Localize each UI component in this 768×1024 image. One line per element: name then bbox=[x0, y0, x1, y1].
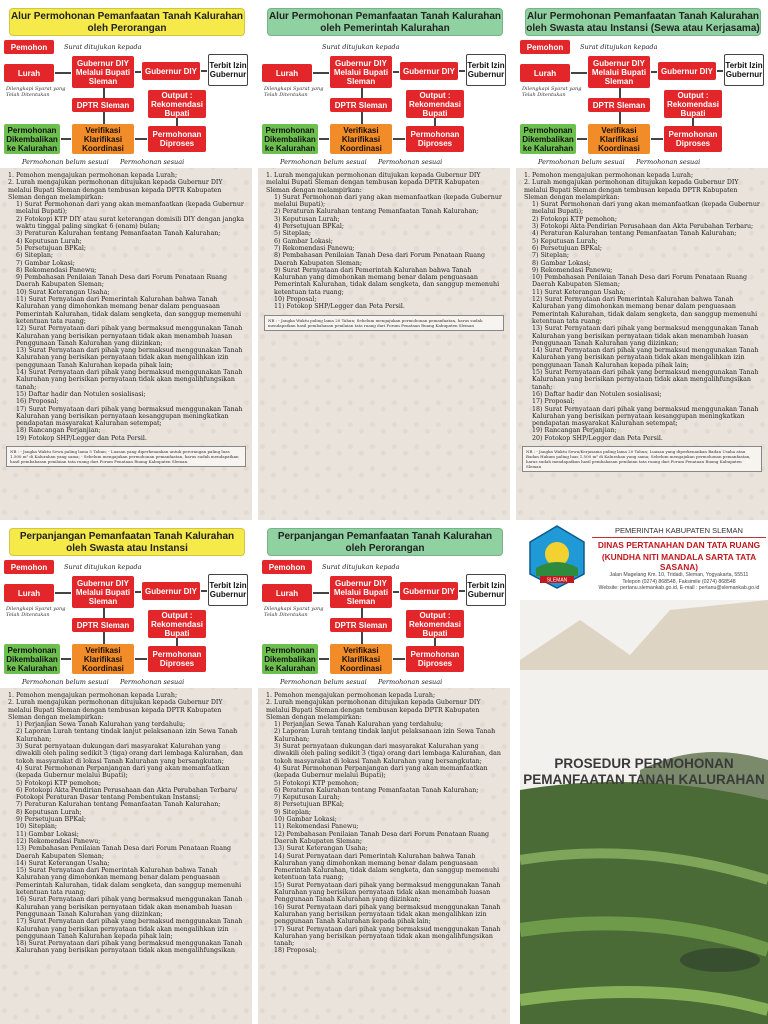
requirement-item: 20) Fotokop SHP/Legger dan Peta Persil. bbox=[532, 434, 663, 442]
panel-title: Perpanjangan Pemanfaatan Tanah Kalurahan oleh Perorangan bbox=[267, 528, 503, 556]
requirement-item: 1) Perjanjian Sewa Tanah Kalurahan yang terdahulu; bbox=[274, 721, 444, 729]
procedure-panel bbox=[258, 0, 510, 520]
flow-arrow bbox=[692, 118, 694, 126]
requirement-item: 9) Surat Pernyataan dari Pemerintah Kalurahan bahwa Tanah Kalurahan yang dimohonkan memang benar dalam penguasaan Pemerintah Kalurahan, tidak dalam sengketa, dan sanggup memenuhi ketentuan tata ruang; bbox=[274, 266, 500, 296]
requirement-item: 17) Proposal; bbox=[532, 398, 575, 406]
requirement-item: 16) Daftar hadir dan Notulen sosialisasi; bbox=[532, 390, 662, 398]
requirement-item: 1. Lurah mengajukan permohonan ditujukan kepada Gubernur DIY melalui Bupati Sleman dengan tembusan kepada DPTR Kabupaten Sleman dengan melampirkan: bbox=[266, 172, 481, 194]
requirement-item: 12) Surat Pernyataan dari pihak yang bermaksud menggunakan Tanah Kalurahan yang berisikan pernyataan tidak akan menambah luasan Penggunaan Tanah Kalurahan yang diizinkan; bbox=[16, 325, 243, 347]
sesuai-caption: Permohonan sesuai bbox=[378, 678, 443, 686]
requirement-item: 5) Fotokopi KTP pemohon; bbox=[16, 779, 101, 787]
panel-title: Alur Permohonan Pemanfaatan Tanah Kalurahan oleh Pemerintah Kalurahan bbox=[267, 8, 503, 36]
requirement-item: 10) Surat Keterangan Usaha; bbox=[16, 288, 110, 296]
sesuai-caption: Permohonan sesuai bbox=[120, 678, 185, 686]
flow-arrow bbox=[103, 112, 105, 124]
belum-sesuai-caption: Permohonan belum sesuai bbox=[280, 678, 367, 686]
flow-arrow bbox=[361, 632, 363, 644]
flow-arrow bbox=[201, 590, 207, 592]
flow-arrow bbox=[434, 638, 436, 646]
procedure-panel bbox=[258, 520, 510, 1024]
requirement-item: 12) Pembahasan Penilaian Tanah Desa dari Forum Penataan Ruang Daerah Kabupaten Sleman; bbox=[274, 830, 490, 845]
requirement-item: 14) Surat Pernyataan dari pihak yang bermaksud menggunakan Tanah Kalurahan yang berisikan pernyataan tidak akan mengalihfungsikan tanah; bbox=[16, 369, 243, 391]
requirement-item: 3) Peraturan Kalurahan tentang Pemanfaatan Tanah Kalurahan; bbox=[16, 230, 221, 238]
belum-sesuai-caption: Permohonan belum sesuai bbox=[22, 678, 109, 686]
requirement-item: 15) Surat Pernyataan dari pihak yang bermaksud menggunakan Tanah Kalurahan yang berisikan pernyataan tidak akan mengalihfungsikan tanah; bbox=[532, 369, 759, 391]
flow-arrow bbox=[717, 70, 723, 72]
flow-arrow bbox=[135, 658, 147, 660]
diproses-box: Permohonan Diproses bbox=[148, 646, 206, 672]
requirement-item: 10) Proposal; bbox=[274, 296, 317, 304]
requirement-item: 17) Surat Pernyataan dari pihak yang bermaksud menggunakan Tanah Kalurahan yang berisikan pernyataan tidak akan mengalihkan izin penggunaan Tanah Kalurahan kepada pihak lain; bbox=[16, 918, 243, 940]
output-box: Output : Rekomendasi Bupati bbox=[148, 90, 206, 118]
logo-text: SLEMAN bbox=[546, 577, 568, 584]
requirement-item: 4) Keputusan Lurah; bbox=[16, 237, 82, 245]
panel-title: Alur Permohonan Pemanfaatan Tanah Kalurahan oleh Swasta atau Instansi (Sewa atau Kerjasama) bbox=[525, 8, 761, 36]
requirement-item: 19) Fotokop SHP/Legger dan Peta Persil. bbox=[16, 434, 147, 442]
verifikasi-box: Verifikasi Klarifikasi Koordinasi bbox=[72, 124, 134, 154]
lurah-box: Lurah bbox=[262, 64, 312, 82]
flow-arrow bbox=[619, 88, 621, 98]
belum-sesuai-caption: Permohonan belum sesuai bbox=[22, 158, 109, 166]
requirement-item: 9) Rekomendasi Panewu; bbox=[532, 266, 613, 274]
output-box: Output : Rekomendasi Bupati bbox=[406, 90, 464, 118]
requirement-item: 1. Pemohon mengajukan permohonan kepada Lurah; bbox=[266, 692, 436, 699]
requirement-item: 15) Surat Pernyataan dari pihak yang bermaksud menggunakan Tanah Kalurahan yang berisikan pernyataan tidak akan menambah luasan Penggunaan Tanah Kalurahan yang diizinkan; bbox=[274, 881, 501, 904]
flow-arrow bbox=[651, 71, 657, 73]
flow-arrow bbox=[176, 118, 178, 126]
requirement-item: 10) Pembahasan Penilaian Tanah Desa dari Forum Penataan Ruang Daerah Kabupaten Sleman; bbox=[532, 274, 748, 289]
requirement-item: 6) Peraturan Kalurahan tentang Pemanfaatan Tanah Kalurahan; bbox=[274, 786, 479, 794]
requirement-item: 15) Surat Pernyataan dari Pemerintah Kalurahan bahwa Tanah Kalurahan yang dimohonkan memang benar dalam penguasaan Pemerintah Kalurahan, tidak dalam sengketa, dan sanggup memenuhi ketentuan tata ruang; bbox=[16, 867, 242, 897]
requirement-item: 2) Laporan Lurah tentang tindak lanjut pelaksanaan izin Sewa Tanah Kalurahan; bbox=[16, 728, 238, 743]
requirement-item: 8) Gambar Lokasi; bbox=[532, 259, 591, 267]
flow-arrow bbox=[434, 118, 436, 126]
requirement-item: 9) Pembahasan Penilaian Tanah Desa dari Forum Penataan Ruang Daerah Kabupaten Sleman; bbox=[16, 274, 228, 289]
requirement-item: 2) Fotokopi KTP pemohon; bbox=[532, 215, 617, 223]
nb-note: NB : - Jangka Waktu Sewa paling lama 5 Tahun; - Luasan yang diperkenankan untuk perorangan paling luas 1.500 m² di Kalurahan yang sama; - Sebelum mengajukan permohonan pemanfaatan, harus sudah mendapatkan hasil pembahasan penilaian tata ruang dari Forum Penataan Ruang Kabupaten Sleman. bbox=[6, 446, 246, 467]
flow-diagram bbox=[258, 520, 510, 688]
panel-title: Alur Permohonan Pemanfaatan Tanah Kalurahan oleh Perorangan bbox=[9, 8, 245, 36]
flow-arrow bbox=[651, 138, 663, 140]
terbit-izin-box: Terbit Izin Gubernur bbox=[208, 54, 248, 86]
surat-caption: Surat ditujukan kepada bbox=[322, 43, 400, 51]
requirements-list bbox=[258, 168, 510, 311]
requirement-item: 12) Surat Pernyataan dari Pemerintah Kalurahan bahwa Tanah Kalurahan yang dimohonkan memang benar dalam penguasaan Pemerintah Kalurahan, tidak dalam sengketa, dan sanggup memenuhi ketentuan tata ruang; bbox=[532, 296, 758, 325]
requirement-item: 13) Pembahasan Penilaian Tanah Desa dari Forum Penataan Ruang Daerah Kabupaten Sleman; bbox=[16, 845, 232, 860]
gubernur-bupati-box: Gubernur DIY Melalui Bupati Sleman bbox=[72, 56, 134, 88]
requirement-item: 16) Surat Pernyataan dari pihak yang bermaksud menggunakan Tanah Kalurahan yang berisikan pernyataan tidak akan menambah luasan Penggunaan Tanah Kalurahan yang diizinkan; bbox=[16, 896, 243, 918]
output-box: Output : Rekomendasi Bupati bbox=[148, 610, 206, 638]
flow-diagram bbox=[0, 0, 252, 168]
requirement-item: 1) Surat Permohonan dari yang akan memanfaatkan (kepada Gubernur melalui Bupati); bbox=[532, 201, 760, 216]
flow-arrow bbox=[103, 88, 105, 98]
requirement-item: 4) Surat Permohonan Perpanjangan dari yang akan memanfaatkan (kepada Gubernur melalui Bupati); bbox=[274, 764, 488, 780]
requirement-item: 7) Siteplan; bbox=[532, 252, 570, 260]
requirement-item: 5) Keputusan Lurah; bbox=[532, 237, 598, 245]
surat-caption: Surat ditujukan kepada bbox=[64, 43, 142, 51]
requirement-item: 13) Surat Keterangan Usaha; bbox=[274, 845, 368, 853]
flow-arrow bbox=[577, 138, 587, 140]
requirement-item: 7) Rekomendasi Panewu; bbox=[274, 244, 355, 252]
flow-arrow bbox=[55, 592, 71, 594]
requirements-items bbox=[266, 692, 504, 955]
requirement-item: 10) Gambar Lokasi; bbox=[274, 816, 337, 824]
requirement-item: 9) Persetujuan BPKal; bbox=[16, 816, 86, 824]
requirements-items bbox=[8, 172, 246, 442]
requirement-item: 3) Surat pernyataan dukungan dari masyarakat Kalurahan yang diwakili oleh paling sedikit 3 (tiga) orang dari lembaga Kalurahan, dan tokoh masyarakat di lokasi Tanah Kalurahan yang bersangkutan; bbox=[274, 743, 501, 765]
diproses-box: Permohonan Diproses bbox=[406, 126, 464, 152]
requirement-item: 6) Siteplan; bbox=[16, 252, 54, 260]
verifikasi-box: Verifikasi Klarifikasi Koordinasi bbox=[330, 124, 392, 154]
requirement-item: 4) Peraturan Kalurahan tentang Pemanfaatan Tanah Kalurahan; bbox=[532, 230, 737, 238]
pemohon-box: Pemohon bbox=[262, 560, 312, 574]
flow-arrow bbox=[361, 112, 363, 124]
dilengkapi-note: Dilengkapi Syarat yang Telah Ditentukan bbox=[522, 86, 582, 98]
requirements-list bbox=[0, 168, 252, 442]
dptr-box: DPTR Sleman bbox=[330, 98, 392, 112]
flow-arrow bbox=[61, 138, 71, 140]
dinas-subname: (KUNDHA NITI MANDALA SARTA TATA SASANA) bbox=[601, 552, 757, 572]
flow-arrow bbox=[176, 638, 178, 646]
terbit-izin-box: Terbit Izin Gubernur bbox=[208, 574, 248, 606]
requirement-item: 6) Gambar Lokasi; bbox=[274, 237, 333, 245]
diproses-box: Permohonan Diproses bbox=[148, 126, 206, 152]
verifikasi-box: Verifikasi Klarifikasi Koordinasi bbox=[588, 124, 650, 154]
requirement-item: 18) Surat Pernyataan dari pihak yang bermaksud menggunakan Tanah Kalurahan yang berisikan pernyataan kesanggupan meningkatkan pendapatan masyarakat Kalurahan setempat; bbox=[532, 405, 759, 428]
output-box: Output : Rekomendasi Bupati bbox=[406, 610, 464, 638]
requirement-item: 1) Perjanjian Sewa Tanah Kalurahan yang terdahulu; bbox=[16, 721, 186, 729]
requirements-items bbox=[266, 172, 504, 311]
flow-arrow bbox=[393, 658, 405, 660]
requirement-item: 11) Fotokop SHP/Legger dan Peta Persil. bbox=[274, 303, 405, 311]
flow-arrow bbox=[393, 71, 399, 73]
landscape-photo bbox=[520, 600, 768, 1024]
flow-arrow bbox=[459, 590, 465, 592]
flow-arrow bbox=[393, 591, 399, 593]
dptr-box: DPTR Sleman bbox=[330, 618, 392, 632]
flow-arrow bbox=[201, 70, 207, 72]
dilengkapi-note: Dilengkapi Syarat yang Telah Ditentukan bbox=[264, 606, 324, 618]
phone: Telepon (0274) 868548, Faksimile (0274) 868548 bbox=[622, 578, 736, 585]
flow-arrow bbox=[319, 138, 329, 140]
landscape-illustration bbox=[520, 600, 768, 1024]
requirement-item: 2. Lurah mengajukan permohonan ditujukan kepada Gubernur DIY melalui Bupati Sleman dengan tembusan kepada DPTR Kabupaten Sleman dengan melampirkan: bbox=[524, 179, 739, 201]
dptr-box: DPTR Sleman bbox=[72, 618, 134, 632]
output-box: Output : Rekomendasi Bupati bbox=[664, 90, 722, 118]
requirement-item: 4) Persetujuan BPKal; bbox=[274, 223, 344, 231]
dptr-box: DPTR Sleman bbox=[588, 98, 650, 112]
requirement-item: 8) Rekomendasi Panewu; bbox=[16, 266, 97, 274]
requirement-item: 18) Surat Pernyataan dari pihak yang bermaksud menggunakan Tanah Kalurahan yang berisikan pernyataan tidak akan mengalihfungsikan bbox=[16, 940, 243, 955]
requirement-item: 8) Keputusan Lurah; bbox=[16, 808, 82, 816]
requirement-item: 5) Persetujuan BPKal; bbox=[16, 244, 86, 252]
requirement-item: 10) Siteplan; bbox=[16, 823, 58, 831]
gubernur-diy-box: Gubernur DIY bbox=[400, 582, 458, 600]
diproses-box: Permohonan Diproses bbox=[664, 126, 722, 152]
verifikasi-box: Verifikasi Klarifikasi Koordinasi bbox=[330, 644, 392, 674]
procedure-panel bbox=[516, 0, 768, 520]
surat-caption: Surat ditujukan kepada bbox=[580, 43, 658, 51]
dinas-name: DINAS PERTANAHAN DAN TATA RUANG bbox=[597, 540, 761, 550]
flow-arrow bbox=[313, 72, 329, 74]
requirement-item: 8) Pembahasan Penilaian Tanah Desa dari Forum Penataan Ruang Daerah Kabupaten Sleman; bbox=[274, 252, 486, 267]
sleman-logo bbox=[526, 524, 588, 590]
requirement-item: 2) Peraturan Kalurahan tentang Pemanfaatan Tanah Kalurahan; bbox=[274, 208, 479, 216]
dilengkapi-note: Dilengkapi Syarat yang Telah Ditentukan bbox=[6, 606, 66, 618]
flow-arrow bbox=[103, 632, 105, 644]
pemohon-box: Pemohon bbox=[4, 40, 54, 54]
surat-caption: Surat ditujukan kepada bbox=[322, 563, 400, 571]
flow-arrow bbox=[313, 592, 329, 594]
requirement-item: 11) Gambar Lokasi; bbox=[16, 830, 79, 838]
gubernur-bupati-box: Gubernur DIY Melalui Bupati Sleman bbox=[330, 576, 392, 608]
requirement-item: 3) Keputusan Lurah; bbox=[274, 215, 340, 223]
terbit-izin-box: Terbit Izin Gubernur bbox=[724, 54, 764, 86]
dikembalikan-box: Permohonan Dikembalikan ke Kalurahan bbox=[520, 124, 576, 154]
requirement-item: 16) Surat Pernyataan dari pihak yang bermaksud menggunakan Tanah Kalurahan yang berisikan pernyataan tidak akan mengalihkan izin penggunaan Tanah Kalurahan kepada pihak lain; bbox=[274, 903, 501, 926]
lurah-box: Lurah bbox=[4, 584, 54, 602]
lurah-box: Lurah bbox=[262, 584, 312, 602]
requirement-item: 11) Rekomendasi Panewu; bbox=[274, 823, 359, 831]
flow-diagram bbox=[516, 0, 768, 168]
requirement-item: 6) Fotokopi Akta Pendirian Perusahaan dan Akta Perubahan Terbaru/ Fotokopi Peraturan Dasar tentang Pembentukan Instansi; bbox=[16, 786, 238, 802]
requirement-item: 12) Rekomendasi Panewu; bbox=[16, 837, 101, 845]
gov-name: PEMERINTAH KABUPATEN SLEMAN bbox=[592, 526, 766, 538]
dikembalikan-box: Permohonan Dikembalikan ke Kalurahan bbox=[4, 124, 60, 154]
requirements-items bbox=[524, 172, 762, 442]
sesuai-caption: Permohonan sesuai bbox=[378, 158, 443, 166]
flow-arrow bbox=[135, 138, 147, 140]
lurah-box: Lurah bbox=[4, 64, 54, 82]
requirement-item: 2. Lurah mengajukan permohonan ditujukan kepada Gubernur DIY melalui Bupati Sleman dengan tembusan kepada DPTR Kabupaten Sleman dengan melampirkan: bbox=[8, 699, 223, 721]
flow-arrow bbox=[361, 88, 363, 98]
agency-header bbox=[592, 526, 766, 592]
website: Website: pertanu.slemankab.go.id, E-mail : pertanu@slemankab.go.id bbox=[598, 585, 760, 591]
belum-sesuai-caption: Permohonan belum sesuai bbox=[538, 158, 625, 166]
requirement-item: 5) Fotokopi KTP pemohon; bbox=[274, 779, 359, 787]
diproses-box: Permohonan Diproses bbox=[406, 646, 464, 672]
flow-arrow bbox=[319, 658, 329, 660]
flow-arrow bbox=[55, 72, 71, 74]
pemohon-box: Pemohon bbox=[520, 40, 570, 54]
requirement-item: 19) Rancangan Perjanjian; bbox=[532, 427, 617, 435]
dikembalikan-box: Permohonan Dikembalikan ke Kalurahan bbox=[262, 124, 318, 154]
panel-title: Perpanjangan Pemanfaatan Tanah Kalurahan oleh Swasta atau Instansi bbox=[9, 528, 245, 556]
gubernur-bupati-box: Gubernur DIY Melalui Bupati Sleman bbox=[330, 56, 392, 88]
flow-arrow bbox=[135, 591, 141, 593]
requirement-item: 15) Daftar hadir dan Notulen sosialisasi; bbox=[16, 390, 146, 398]
dilengkapi-note: Dilengkapi Syarat yang Telah Ditentukan bbox=[264, 86, 324, 98]
gubernur-diy-box: Gubernur DIY bbox=[142, 62, 200, 80]
surat-caption: Surat ditujukan kepada bbox=[64, 563, 142, 571]
gubernur-diy-box: Gubernur DIY bbox=[400, 62, 458, 80]
requirement-item: 17) Surat Pernyataan dari pihak yang bermaksud menggunakan Tanah Kalurahan yang berisikan pernyataan tidak akan mengalihfungsikan tanah; bbox=[274, 925, 501, 948]
flow-arrow bbox=[361, 608, 363, 618]
flow-arrow bbox=[571, 72, 587, 74]
requirement-item: 2) Fotokopi KTP DIY atau surat keterangan domisili DIY dengan jangka waktu tinggal paling singkat 6 (enam) bulan; bbox=[16, 215, 245, 231]
flow-arrow bbox=[135, 71, 141, 73]
requirement-item: 17) Surat Pernyataan dari pihak yang bermaksud menggunakan Tanah Kalurahan yang berisikan pernyataan kesanggupan meningkatkan pendapatan masyarakat Kalurahan setempat; bbox=[16, 405, 243, 428]
requirement-item: 1. Pemohon mengajukan permohonan kepada Lurah; bbox=[8, 172, 178, 179]
dikembalikan-box: Permohonan Dikembalikan ke Kalurahan bbox=[262, 644, 318, 674]
requirements-list bbox=[0, 688, 252, 955]
requirements-list bbox=[258, 688, 510, 955]
requirement-item: 11) Surat Keterangan Usaha; bbox=[532, 288, 626, 296]
pemohon-box: Pemohon bbox=[4, 560, 54, 574]
requirement-item: 14) Surat Keterangan Usaha; bbox=[16, 859, 110, 867]
gubernur-diy-box: Gubernur DIY bbox=[658, 62, 716, 80]
nb-note: NB : - Jangka Waktu Sewa/Kerjasama paling lama 20 Tahun; Luasan yang diperkenankan Badan Usaha atau Badan Hukum paling luas 1.500 m² di Kalurahan yang sama; Sebelum mengajukan permohonan pemanfaatan, harus sudah mendapatkan hasil pembahasan penilaian tata ruang dari Forum Penataan Ruang Kabupaten Sleman bbox=[522, 446, 762, 472]
procedure-panel bbox=[0, 0, 252, 520]
gubernur-diy-box: Gubernur DIY bbox=[142, 582, 200, 600]
requirement-item: 3) Surat pernyataan dukungan dari masyarakat Kalurahan yang diwakili oleh paling sedikit 3 (tiga) orang dari lembaga Kalurahan, dan tokoh masyarakat di lokasi Tanah Kalurahan yang bersangkutan; bbox=[16, 743, 243, 765]
gubernur-bupati-box: Gubernur DIY Melalui Bupati Sleman bbox=[588, 56, 650, 88]
requirement-item: 7) Keputusan Lurah; bbox=[274, 794, 340, 802]
requirement-item: 11) Surat Pernyataan dari Pemerintah Kalurahan bahwa Tanah Kalurahan yang dimohonkan memang benar dalam penguasaan Pemerintah Kalurahan, tidak dalam sengketa, dan sanggup memenuhi ketentuan tata ruang; bbox=[16, 296, 242, 325]
belum-sesuai-caption: Permohonan belum sesuai bbox=[280, 158, 367, 166]
flow-arrow bbox=[619, 112, 621, 124]
flow-diagram bbox=[0, 520, 252, 688]
sesuai-caption: Permohonan sesuai bbox=[120, 158, 185, 166]
requirement-item: 1) Surat Permohonan dari yang akan memanfaatkan (kepada Gubernur melalui Bupati); bbox=[274, 193, 502, 209]
requirement-item: 6) Persetujuan BPKal; bbox=[532, 244, 602, 252]
dikembalikan-box: Permohonan Dikembalikan ke Kalurahan bbox=[4, 644, 60, 674]
flow-diagram bbox=[258, 0, 510, 168]
requirement-item: 5) Siteplan; bbox=[274, 230, 312, 238]
verifikasi-box: Verifikasi Klarifikasi Koordinasi bbox=[72, 644, 134, 674]
terbit-izin-box: Terbit Izin Gubernur bbox=[466, 574, 506, 606]
requirement-item: 1. Pemohon mengajukan permohonan kepada Lurah; bbox=[8, 692, 178, 699]
dptr-box: DPTR Sleman bbox=[72, 98, 134, 112]
requirement-item: 13) Surat Pernyataan dari pihak yang bermaksud menggunakan Tanah Kalurahan yang berisikan pernyataan tidak akan mengalihkan izin penggunaan Tanah Kalurahan kepada pihak lain; bbox=[16, 347, 243, 369]
requirement-item: 2) Laporan Lurah tentang tindak lanjut pelaksanaan izin Sewa Tanah Kalurahan; bbox=[274, 728, 496, 743]
procedure-panel bbox=[0, 520, 252, 1024]
requirement-item: 1) Surat Permohonan dari yang akan memanfaatkan (kepada Gubernur melalui Bupati); bbox=[16, 201, 244, 216]
brochure-title: PROSEDUR PERMOHONAN PEMANFAATAN TANAH KALURAHAN bbox=[523, 756, 765, 787]
flow-arrow bbox=[61, 658, 71, 660]
requirement-item: 14) Surat Pernyataan dari Pemerintah Kalurahan bahwa Tanah Kalurahan yang dimohonkan memang benar dalam penguasaan Pemerintah Kalurahan, tidak dalam sengketa, dan sanggup memenuhi ketentuan tata ruang; bbox=[274, 852, 500, 882]
requirement-item: 7) Gambar Lokasi; bbox=[16, 259, 75, 267]
nb-note: NB : - Jangka Waktu paling lama 20 Tahun; Sebelum mengajukan permohonan pemanfaatan, harus sudah mendapatkan hasil pembahasan penilaian tata ruang dari Forum Penataan Ruang Kabupaten Sleman bbox=[264, 315, 504, 331]
gubernur-bupati-box: Gubernur DIY Melalui Bupati Sleman bbox=[72, 576, 134, 608]
flow-arrow bbox=[459, 70, 465, 72]
sesuai-caption: Permohonan sesuai bbox=[636, 158, 701, 166]
requirement-item: 2. Lurah mengajukan permohonan ditujukan kepada Gubernur DIY melalui Bupati Sleman dengan tembusan kepada DPTR Kabupaten Sleman dengan melampirkan: bbox=[266, 699, 481, 721]
requirement-item: 14) Surat Pernyataan dari pihak yang bermaksud menggunakan Tanah Kalurahan yang berisikan pernyataan tidak akan mengalihkan izin penggunaan Tanah Kalurahan kepada pihak lain; bbox=[532, 347, 759, 369]
requirement-item: 3) Fotokopi Akta Pendirian Perusahaan dan Akta Perubahan Terbaru; bbox=[532, 223, 754, 231]
requirement-item: 13) Surat Pernyataan dari pihak yang bermaksud menggunakan Tanah Kalurahan yang berisikan pernyataan tidak akan menambah luasan Penggunaan Tanah Kalurahan yang diizinkan; bbox=[532, 325, 759, 347]
requirement-item: 7) Peraturan Kalurahan tentang Pemanfaatan Tanah Kalurahan; bbox=[16, 801, 221, 809]
flow-arrow bbox=[103, 608, 105, 618]
requirement-item: 4) Surat Permohonan Perpanjangan dari yang akan memanfaatkan (kepada Gubernur melalui Bupati); bbox=[16, 764, 230, 780]
address: Jalan Magelang Km. 10, Tridadi, Sleman, Yogyakarta, 55511 bbox=[609, 572, 749, 578]
requirement-item: 8) Persetujuan BPKal; bbox=[274, 801, 344, 809]
lurah-box: Lurah bbox=[520, 64, 570, 82]
requirements-list bbox=[516, 168, 768, 442]
requirement-item: 18) Proposal; bbox=[274, 947, 317, 955]
terbit-izin-box: Terbit Izin Gubernur bbox=[466, 54, 506, 86]
requirement-item: 9) Siteplan; bbox=[274, 808, 312, 816]
requirement-item: 1. Pemohon mengajukan permohonan kepada Lurah; bbox=[524, 172, 694, 179]
requirements-items bbox=[8, 692, 246, 955]
requirement-item: 2. Lurah mengajukan permohonan ditujukan kepada Gubernur DIY melalui Bupati Sleman dengan tembusan kepada DPTR Kabupaten Sleman dengan melampirkan: bbox=[8, 179, 223, 201]
requirement-item: 18) Rancangan Perjanjian; bbox=[16, 427, 101, 435]
flow-arrow bbox=[393, 138, 405, 140]
dilengkapi-note: Dilengkapi Syarat yang Telah Ditentukan bbox=[6, 86, 66, 98]
requirement-item: 16) Proposal; bbox=[16, 398, 59, 406]
cover-card bbox=[520, 520, 768, 1024]
